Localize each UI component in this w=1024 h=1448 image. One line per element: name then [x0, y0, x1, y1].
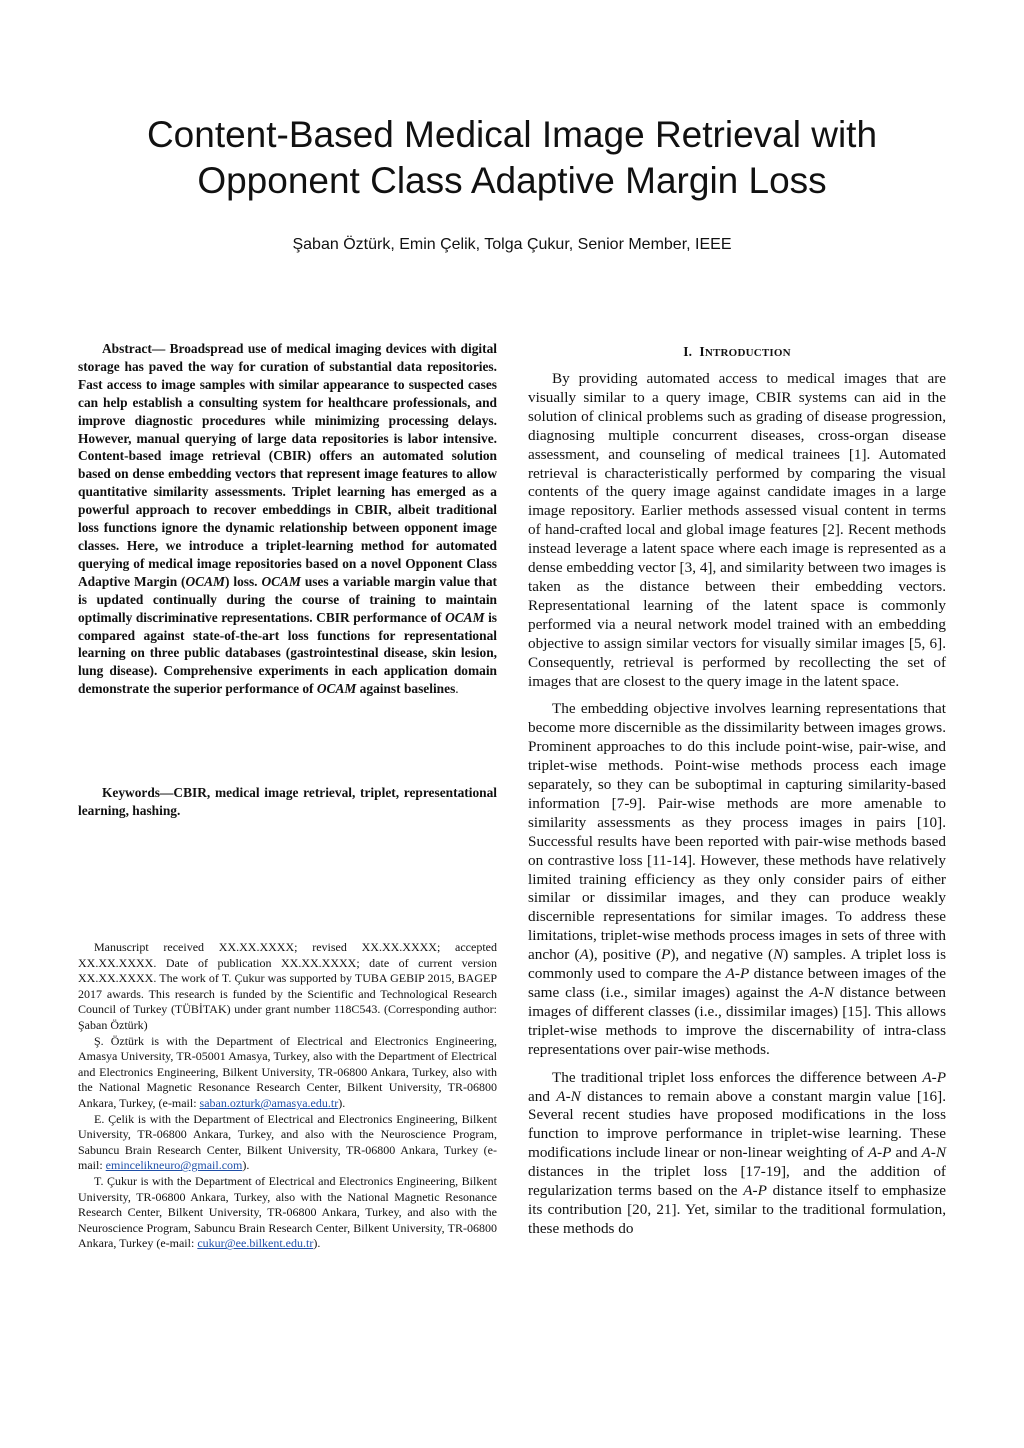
author-list: Şaban Öztürk, Emin Çelik, Tolga Çukur, Senior Member, IEEE — [292, 236, 732, 253]
abstract-text: against baselines — [356, 681, 456, 697]
email-link-celik[interactable]: emincelikneuro@gmail.com — [105, 1158, 243, 1173]
footnote-manuscript: Manuscript received XX.XX.XXXX; revised XX.XX.XXXX; accepted XX.XX.XXXX. Date of publication XX.XX.XXXX; date of current version XX.XX.XXXX. The work of T. Çukur was supported by TUBA GEBIP 2015, BAGEP 2017 awards. This research is funded by the Scientific and Technological Research Council of Turkey (TÜBİTAK) under grant number 118C543. (Corresponding author: Şaban Öztürk) — [78, 940, 497, 1032]
abstract-ocam: OCAM — [261, 573, 301, 589]
abstract-label: Abstract— — [102, 341, 166, 356]
footnote-text: T. Çukur is with the Department of Electrical and Electronics Engineering, Bilkent University, TR-06800 Ankara, Turkey, also with the National Magnetic Resonance Research Center, Bilkent University, TR-06800 Ankara, Turkey, and also with the Neuroscience Program, Sabuncu Brain Research Center, Bilkent University, TR-06800 Ankara, Turkey (e-mail: — [78, 1173, 497, 1251]
abstract-text: is compared against state-of-the-art loss functions for representational learning on three public databases (gastrointestinal disease, skin lesion, lung disease). Comprehensive experiments in each application domain demonstrate the superior performance of — [78, 609, 497, 697]
intro-symbol: A-N — [556, 1087, 581, 1105]
abstract-end: . — [455, 681, 459, 697]
intro-paragraph-2 — [528, 700, 946, 1059]
abstract — [78, 340, 497, 698]
abstract-ocam: OCAM — [316, 681, 357, 697]
keywords — [78, 784, 497, 820]
email-link-ozturk[interactable]: saban.ozturk@amasya.edu.tr — [199, 1095, 339, 1110]
intro-text: The traditional triplet loss enforces the difference between — [552, 1068, 923, 1086]
intro-symbol: A — [579, 946, 589, 964]
intro-text: distance between images of different classes (i.e., dissimilar images) [15]. This allows triplet-wise methods to improve the discernability of intra-class representations over pair-wise methods. — [528, 984, 947, 1058]
intro-symbol: A-P — [743, 1182, 767, 1200]
intro-symbol: A-N — [921, 1144, 946, 1162]
intro-symbol: A-N — [809, 984, 834, 1001]
paper-title — [60, 112, 964, 204]
abstract-text: uses a variable margin value that is updated continually during the course of training to maintain optimally discriminative representations. CBIR performance of — [78, 573, 497, 625]
footnote-author-cukur — [78, 1174, 497, 1252]
intro-text: distance itself to emphasize its contribution [20, 21]. Yet, similar to the traditional formulation, these methods do — [528, 1182, 946, 1237]
section-title-rest: NTRODUCTION — [704, 347, 791, 359]
intro-symbol: A-P — [867, 1144, 892, 1162]
title-line-2: Opponent Class Adaptive Margin Loss — [197, 160, 827, 201]
email-link-cukur[interactable]: cukur@ee.bilkent.edu.tr — [197, 1236, 314, 1251]
section-number: I. — [683, 344, 693, 359]
intro-text: distances to remain above a constant margin value [16]. Several recent studies have proposed modifications in the loss function to improve performance in triplet-wise learning. These modifications include linear or non-linear weighting of — [528, 1087, 946, 1162]
intro-text: distances in the triplet loss [17-19], and the addition of regularization terms based on the — [528, 1163, 946, 1200]
intro-text: The embedding objective involves learning representations that become more discernible as the dissimilarity between images grows. Prominent approaches to do this include point-wise, pair-wise, and triplet-wise methods. Point-wise methods process each image separately, so they can be suboptimal in capturing similarity-based information [7-9]. Pair-wise methods are more amenable to similarity assessments as they process images in pairs [10]. Successful results have been reported with pair-wise methods based on contrastive loss [11-14]. However, these methods have relatively limited training efficiency as they only consider pairs of either similar or dissimilar images, and they can produce weakly discernible representations for similar images. To address these limitations, triplet-wise methods process images in sets of three with anchor ( — [528, 700, 946, 964]
intro-symbol: P — [661, 946, 671, 964]
intro-text: ), positive ( — [588, 946, 662, 964]
abstract-ocam: OCAM — [185, 573, 225, 589]
abstract-ocam: OCAM — [445, 609, 485, 625]
footnote-author-ozturk — [78, 1034, 497, 1112]
intro-text: and — [528, 1087, 557, 1105]
intro-paragraph-3 — [528, 1069, 946, 1239]
section-heading-introduction — [528, 344, 946, 360]
title-line-1: Content-Based Medical Image Retrieval with — [146, 114, 878, 155]
footnote-text: ). — [338, 1095, 346, 1110]
keywords-label: Keywords— — [102, 785, 174, 800]
intro-text: distance between images of the same class (i.e., similar images) against the — [528, 965, 946, 1001]
abstract-text: ) loss. — [224, 573, 262, 589]
footnote-text: ). — [242, 1158, 250, 1173]
introduction-body — [528, 370, 946, 1248]
intro-symbol: N — [773, 946, 784, 964]
intro-symbol: A-P — [725, 965, 750, 983]
section-title-initial: I — [699, 344, 705, 359]
intro-paragraph-1: By providing automated access to medical images that are visually similar to a query image, CBIR systems can aid in the solution of clinical problems such as grading of disease progression, diagnosing multiple concurrent diseases, cross-organ disease assessment, and counseling of medical trainees [1]. Automated retrieval is characteristically performed by comparing the visual contents of the query image against candidate images in a large image repository. Earlier methods assessed visual content in terms of hand-crafted local and global image features [2]. Recent methods instead leverage a latent space where each image is represented as a dense embedding vector [3, 4], and similarity between two images is taken as the distance between their embedding vectors. Representational learning of the latent space is commonly performed via a neural network model trained with an embedding objective to assign similar vectors for visually similar images [5, 6]. Consequently, retrieval is performed by recollecting the set of images that are closest to the query image in the latent space. — [528, 370, 946, 690]
footnote-text: Ş. Öztürk is with the Department of Electrical and Electronics Engineering, Amasya University, TR-05001 Amasya, Turkey, also with the Department of Electrical and Electronics Engineering, Bilkent University, TR-06800 Ankara, Turkey, also with the National Magnetic Resonance Research Center, Bilkent University, TR-06800 Ankara, Turkey, (e-mail: — [78, 1033, 497, 1110]
intro-symbol: A-P — [922, 1068, 946, 1086]
footnote-text: E. Çelik is with the Department of Electrical and Electronics Engineering, Bilkent University, TR-06800 Ankara, Turkey, and also with the Neuroscience Program, Sabuncu Brain Research Center, Bilkent University, TR-06800 Ankara, Turkey (e-mail: — [78, 1111, 497, 1173]
footnote-author-celik — [78, 1112, 497, 1174]
intro-text: and — [891, 1144, 922, 1162]
intro-text: ), and negative ( — [670, 946, 774, 964]
intro-text: ) samples. A triplet loss is commonly used to compare the — [528, 946, 946, 983]
footnote-text: ). — [313, 1236, 321, 1251]
abstract-text: Broadspread use of medical imaging devices with digital storage has paved the way for curation of substantial data repositories. Fast access to image samples with similar appearance to suspected cases can help establish a consulting system for healthcare professionals, and improve diagnostic procedures while minimizing processing delays. However, manual querying of large data repositories is labor intensive. Content-based image retrieval (CBIR) offers an automated solution based on dense embedding vectors that represent image features to allow quantitative similarity assessments. Triplet learning has emerged as a powerful approach to recover embeddings in CBIR, albeit traditional loss functions ignore the dynamic relationship between opponent image classes. Here, we introduce a triplet-learning method for automated querying of medical image repositories based on a novel Opponent Class Adaptive Margin ( — [78, 341, 497, 589]
footnotes — [78, 940, 497, 1252]
keywords-text: CBIR, medical image retrieval, triplet, representational learning, hashing. — [78, 785, 497, 818]
